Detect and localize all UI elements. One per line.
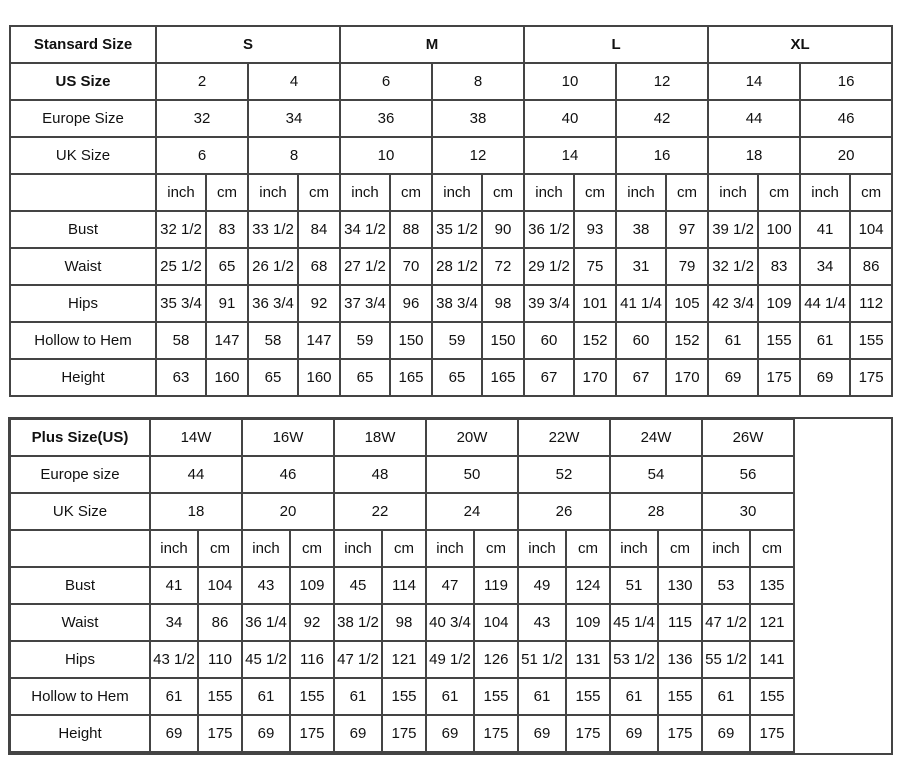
unit-header: cm bbox=[390, 174, 432, 211]
measurement-value: 93 bbox=[574, 211, 616, 248]
unit-header: cm bbox=[850, 174, 892, 211]
row-label: Europe size bbox=[10, 456, 150, 493]
measurement-value: 92 bbox=[298, 285, 340, 322]
measurement-value: 38 3/4 bbox=[432, 285, 482, 322]
measurement-value: 112 bbox=[850, 285, 892, 322]
row-label bbox=[10, 530, 150, 567]
measurement-value: 130 bbox=[658, 567, 702, 604]
table-row bbox=[10, 530, 893, 567]
measurement-value: 155 bbox=[198, 678, 242, 715]
measurement-value: 165 bbox=[390, 359, 432, 396]
header-label: Stansard Size bbox=[10, 26, 156, 63]
measurement-value: 70 bbox=[390, 248, 432, 285]
measurement-value: 61 bbox=[242, 678, 290, 715]
table-row bbox=[10, 285, 892, 322]
measurement-value: 165 bbox=[482, 359, 524, 396]
plus-size-header: 20W bbox=[426, 419, 518, 456]
measurement-value: 155 bbox=[382, 678, 426, 715]
measurement-value: 44 1/4 bbox=[800, 285, 850, 322]
size-value: 46 bbox=[800, 100, 892, 137]
measurement-value: 170 bbox=[666, 359, 708, 396]
size-value: 8 bbox=[248, 137, 340, 174]
unit-header: cm bbox=[290, 530, 334, 567]
measurement-value: 59 bbox=[432, 322, 482, 359]
measurement-value: 104 bbox=[474, 604, 518, 641]
measurement-value: 109 bbox=[758, 285, 800, 322]
plus-size-header: 24W bbox=[610, 419, 702, 456]
size-value: 44 bbox=[150, 456, 242, 493]
row-label: Height bbox=[10, 715, 150, 752]
measurement-value: 152 bbox=[574, 322, 616, 359]
unit-header: cm bbox=[474, 530, 518, 567]
size-value: 22 bbox=[334, 493, 426, 530]
unit-header: inch bbox=[340, 174, 390, 211]
unit-header: inch bbox=[524, 174, 574, 211]
table-row bbox=[10, 715, 893, 752]
size-value: 8 bbox=[432, 63, 524, 100]
measurement-value: 105 bbox=[666, 285, 708, 322]
table-row bbox=[10, 678, 893, 715]
measurement-value: 114 bbox=[382, 567, 426, 604]
table-row bbox=[10, 493, 893, 530]
measurement-value: 47 1/2 bbox=[334, 641, 382, 678]
size-value: 46 bbox=[242, 456, 334, 493]
measurement-value: 47 bbox=[426, 567, 474, 604]
measurement-value: 175 bbox=[566, 715, 610, 752]
unit-header: cm bbox=[566, 530, 610, 567]
row-label: Hollow to Hem bbox=[10, 322, 156, 359]
measurement-value: 55 1/2 bbox=[702, 641, 750, 678]
table-row bbox=[10, 211, 892, 248]
row-label: Hollow to Hem bbox=[10, 678, 150, 715]
measurement-value: 141 bbox=[750, 641, 794, 678]
measurement-value: 41 bbox=[150, 567, 198, 604]
size-value: 16 bbox=[616, 137, 708, 174]
measurement-value: 124 bbox=[566, 567, 610, 604]
measurement-value: 45 1/2 bbox=[242, 641, 290, 678]
measurement-value: 39 1/2 bbox=[708, 211, 758, 248]
table-row bbox=[10, 322, 892, 359]
measurement-value: 45 bbox=[334, 567, 382, 604]
measurement-value: 83 bbox=[758, 248, 800, 285]
size-value: 14 bbox=[708, 63, 800, 100]
measurement-value: 152 bbox=[666, 322, 708, 359]
measurement-value: 67 bbox=[524, 359, 574, 396]
measurement-value: 69 bbox=[150, 715, 198, 752]
measurement-value: 109 bbox=[566, 604, 610, 641]
measurement-value: 61 bbox=[610, 678, 658, 715]
table-row bbox=[10, 419, 893, 456]
size-value: 26 bbox=[518, 493, 610, 530]
plus-size-header: 18W bbox=[334, 419, 426, 456]
size-value: 10 bbox=[524, 63, 616, 100]
size-value: 6 bbox=[340, 63, 432, 100]
measurement-value: 51 bbox=[610, 567, 658, 604]
measurement-value: 131 bbox=[566, 641, 610, 678]
measurement-value: 36 1/4 bbox=[242, 604, 290, 641]
measurement-value: 83 bbox=[206, 211, 248, 248]
size-value: 48 bbox=[334, 456, 426, 493]
row-label: UK Size bbox=[10, 493, 150, 530]
measurement-value: 38 bbox=[616, 211, 666, 248]
measurement-value: 98 bbox=[382, 604, 426, 641]
measurement-value: 88 bbox=[390, 211, 432, 248]
measurement-value: 53 1/2 bbox=[610, 641, 658, 678]
row-label: Waist bbox=[10, 604, 150, 641]
measurement-value: 43 bbox=[518, 604, 566, 641]
size-value: 20 bbox=[242, 493, 334, 530]
standard-size-table bbox=[9, 25, 893, 397]
plus-size-header: 26W bbox=[702, 419, 794, 456]
size-value: 12 bbox=[616, 63, 708, 100]
measurement-value: 91 bbox=[206, 285, 248, 322]
unit-header: cm bbox=[198, 530, 242, 567]
size-value: 38 bbox=[432, 100, 524, 137]
measurement-value: 155 bbox=[290, 678, 334, 715]
row-label: Europe Size bbox=[10, 100, 156, 137]
unit-header: inch bbox=[708, 174, 758, 211]
measurement-value: 150 bbox=[390, 322, 432, 359]
measurement-value: 39 3/4 bbox=[524, 285, 574, 322]
measurement-value: 25 1/2 bbox=[156, 248, 206, 285]
measurement-value: 100 bbox=[758, 211, 800, 248]
measurement-value: 86 bbox=[198, 604, 242, 641]
size-value: 44 bbox=[708, 100, 800, 137]
plus-size-header: 22W bbox=[518, 419, 610, 456]
table-row bbox=[10, 137, 892, 174]
size-value: 12 bbox=[432, 137, 524, 174]
size-value: 40 bbox=[524, 100, 616, 137]
measurement-value: 26 1/2 bbox=[248, 248, 298, 285]
measurement-value: 32 1/2 bbox=[708, 248, 758, 285]
table-row bbox=[10, 641, 893, 678]
measurement-value: 65 bbox=[432, 359, 482, 396]
measurement-value: 96 bbox=[390, 285, 432, 322]
row-label: Hips bbox=[10, 285, 156, 322]
measurement-value: 45 1/4 bbox=[610, 604, 658, 641]
measurement-value: 135 bbox=[750, 567, 794, 604]
measurement-value: 61 bbox=[150, 678, 198, 715]
measurement-value: 37 3/4 bbox=[340, 285, 390, 322]
blank-cell bbox=[794, 715, 893, 752]
measurement-value: 69 bbox=[702, 715, 750, 752]
measurement-value: 155 bbox=[750, 678, 794, 715]
measurement-value: 104 bbox=[198, 567, 242, 604]
size-value: 34 bbox=[248, 100, 340, 137]
measurement-value: 43 1/2 bbox=[150, 641, 198, 678]
measurement-value: 90 bbox=[482, 211, 524, 248]
header-label: Plus Size(US) bbox=[10, 419, 150, 456]
blank-cell bbox=[794, 456, 893, 493]
table-row bbox=[10, 567, 893, 604]
measurement-value: 33 1/2 bbox=[248, 211, 298, 248]
measurement-value: 155 bbox=[850, 322, 892, 359]
table-row bbox=[10, 26, 892, 63]
plus-size-header: 16W bbox=[242, 419, 334, 456]
measurement-value: 109 bbox=[290, 567, 334, 604]
size-value: 50 bbox=[426, 456, 518, 493]
measurement-value: 43 bbox=[242, 567, 290, 604]
measurement-value: 49 bbox=[518, 567, 566, 604]
measurement-value: 147 bbox=[298, 322, 340, 359]
measurement-value: 175 bbox=[198, 715, 242, 752]
unit-header: inch bbox=[426, 530, 474, 567]
unit-header: inch bbox=[242, 530, 290, 567]
size-value: 54 bbox=[610, 456, 702, 493]
measurement-value: 28 1/2 bbox=[432, 248, 482, 285]
measurement-value: 155 bbox=[474, 678, 518, 715]
plus-size-header: 14W bbox=[150, 419, 242, 456]
size-value: 4 bbox=[248, 63, 340, 100]
plus-size-table bbox=[9, 418, 894, 753]
measurement-value: 36 3/4 bbox=[248, 285, 298, 322]
measurement-value: 104 bbox=[850, 211, 892, 248]
measurement-value: 69 bbox=[610, 715, 658, 752]
table-row bbox=[10, 604, 893, 641]
size-value: 16 bbox=[800, 63, 892, 100]
measurement-value: 121 bbox=[382, 641, 426, 678]
size-value: 36 bbox=[340, 100, 432, 137]
measurement-value: 58 bbox=[156, 322, 206, 359]
measurement-value: 65 bbox=[248, 359, 298, 396]
unit-header: cm bbox=[382, 530, 426, 567]
measurement-value: 65 bbox=[206, 248, 248, 285]
size-value: 28 bbox=[610, 493, 702, 530]
blank-cell bbox=[794, 641, 893, 678]
measurement-value: 150 bbox=[482, 322, 524, 359]
measurement-value: 69 bbox=[518, 715, 566, 752]
size-group-header: M bbox=[340, 26, 524, 63]
unit-header: inch bbox=[432, 174, 482, 211]
measurement-value: 69 bbox=[426, 715, 474, 752]
table-row bbox=[10, 63, 892, 100]
measurement-value: 69 bbox=[800, 359, 850, 396]
measurement-value: 49 1/2 bbox=[426, 641, 474, 678]
measurement-value: 41 bbox=[800, 211, 850, 248]
measurement-value: 175 bbox=[758, 359, 800, 396]
measurement-value: 86 bbox=[850, 248, 892, 285]
measurement-value: 53 bbox=[702, 567, 750, 604]
measurement-value: 97 bbox=[666, 211, 708, 248]
measurement-value: 175 bbox=[382, 715, 426, 752]
row-label: UK Size bbox=[10, 137, 156, 174]
row-label: Bust bbox=[10, 567, 150, 604]
row-label: Bust bbox=[10, 211, 156, 248]
row-label: Hips bbox=[10, 641, 150, 678]
measurement-value: 69 bbox=[708, 359, 758, 396]
size-group-header: XL bbox=[708, 26, 892, 63]
measurement-value: 67 bbox=[616, 359, 666, 396]
blank-cell bbox=[794, 604, 893, 641]
size-group-header: S bbox=[156, 26, 340, 63]
measurement-value: 34 bbox=[800, 248, 850, 285]
size-value: 56 bbox=[702, 456, 794, 493]
measurement-value: 175 bbox=[750, 715, 794, 752]
measurement-value: 63 bbox=[156, 359, 206, 396]
measurement-value: 65 bbox=[340, 359, 390, 396]
unit-header: inch bbox=[702, 530, 750, 567]
measurement-value: 119 bbox=[474, 567, 518, 604]
unit-header: inch bbox=[616, 174, 666, 211]
unit-header: cm bbox=[574, 174, 616, 211]
unit-header: cm bbox=[298, 174, 340, 211]
unit-header: inch bbox=[334, 530, 382, 567]
measurement-value: 75 bbox=[574, 248, 616, 285]
measurement-value: 42 3/4 bbox=[708, 285, 758, 322]
measurement-value: 121 bbox=[750, 604, 794, 641]
measurement-value: 175 bbox=[658, 715, 702, 752]
measurement-value: 98 bbox=[482, 285, 524, 322]
unit-header: cm bbox=[750, 530, 794, 567]
measurement-value: 61 bbox=[426, 678, 474, 715]
unit-header: cm bbox=[206, 174, 248, 211]
measurement-value: 155 bbox=[658, 678, 702, 715]
unit-header: inch bbox=[800, 174, 850, 211]
measurement-value: 110 bbox=[198, 641, 242, 678]
measurement-value: 38 1/2 bbox=[334, 604, 382, 641]
measurement-value: 41 1/4 bbox=[616, 285, 666, 322]
size-value: 18 bbox=[708, 137, 800, 174]
measurement-value: 35 3/4 bbox=[156, 285, 206, 322]
measurement-value: 155 bbox=[758, 322, 800, 359]
measurement-value: 101 bbox=[574, 285, 616, 322]
measurement-value: 175 bbox=[474, 715, 518, 752]
measurement-value: 170 bbox=[574, 359, 616, 396]
measurement-value: 69 bbox=[242, 715, 290, 752]
measurement-value: 126 bbox=[474, 641, 518, 678]
table-row bbox=[10, 248, 892, 285]
measurement-value: 115 bbox=[658, 604, 702, 641]
unit-header: cm bbox=[758, 174, 800, 211]
measurement-value: 61 bbox=[334, 678, 382, 715]
measurement-value: 27 1/2 bbox=[340, 248, 390, 285]
measurement-value: 29 1/2 bbox=[524, 248, 574, 285]
size-value: 18 bbox=[150, 493, 242, 530]
unit-header: inch bbox=[610, 530, 658, 567]
measurement-value: 84 bbox=[298, 211, 340, 248]
measurement-value: 72 bbox=[482, 248, 524, 285]
size-value: 24 bbox=[426, 493, 518, 530]
table-row bbox=[10, 100, 892, 137]
measurement-value: 32 1/2 bbox=[156, 211, 206, 248]
measurement-value: 147 bbox=[206, 322, 248, 359]
table-row bbox=[10, 359, 892, 396]
measurement-value: 61 bbox=[800, 322, 850, 359]
measurement-value: 160 bbox=[298, 359, 340, 396]
measurement-value: 136 bbox=[658, 641, 702, 678]
row-label bbox=[10, 174, 156, 211]
measurement-value: 34 1/2 bbox=[340, 211, 390, 248]
measurement-value: 92 bbox=[290, 604, 334, 641]
size-value: 42 bbox=[616, 100, 708, 137]
measurement-value: 155 bbox=[566, 678, 610, 715]
measurement-value: 59 bbox=[340, 322, 390, 359]
blank-cell bbox=[794, 567, 893, 604]
size-value: 20 bbox=[800, 137, 892, 174]
size-value: 2 bbox=[156, 63, 248, 100]
blank-cell bbox=[794, 530, 893, 567]
measurement-value: 175 bbox=[850, 359, 892, 396]
measurement-value: 31 bbox=[616, 248, 666, 285]
measurement-value: 47 1/2 bbox=[702, 604, 750, 641]
measurement-value: 175 bbox=[290, 715, 334, 752]
measurement-value: 68 bbox=[298, 248, 340, 285]
size-value: 10 bbox=[340, 137, 432, 174]
measurement-value: 51 1/2 bbox=[518, 641, 566, 678]
measurement-value: 36 1/2 bbox=[524, 211, 574, 248]
unit-header: inch bbox=[248, 174, 298, 211]
measurement-value: 34 bbox=[150, 604, 198, 641]
measurement-value: 61 bbox=[702, 678, 750, 715]
measurement-value: 60 bbox=[524, 322, 574, 359]
unit-header: inch bbox=[150, 530, 198, 567]
unit-header: inch bbox=[518, 530, 566, 567]
measurement-value: 61 bbox=[708, 322, 758, 359]
measurement-value: 160 bbox=[206, 359, 248, 396]
measurement-value: 116 bbox=[290, 641, 334, 678]
size-value: 32 bbox=[156, 100, 248, 137]
table-row bbox=[10, 174, 892, 211]
blank-cell bbox=[794, 493, 893, 530]
size-value: 6 bbox=[156, 137, 248, 174]
unit-header: cm bbox=[666, 174, 708, 211]
size-value: 14 bbox=[524, 137, 616, 174]
row-label: Height bbox=[10, 359, 156, 396]
measurement-value: 60 bbox=[616, 322, 666, 359]
unit-header: inch bbox=[156, 174, 206, 211]
unit-header: cm bbox=[482, 174, 524, 211]
measurement-value: 35 1/2 bbox=[432, 211, 482, 248]
size-group-header: L bbox=[524, 26, 708, 63]
measurement-value: 40 3/4 bbox=[426, 604, 474, 641]
unit-header: cm bbox=[658, 530, 702, 567]
blank-cell bbox=[794, 419, 893, 456]
row-label: US Size bbox=[10, 63, 156, 100]
measurement-value: 61 bbox=[518, 678, 566, 715]
measurement-value: 69 bbox=[334, 715, 382, 752]
measurement-value: 58 bbox=[248, 322, 298, 359]
blank-cell bbox=[794, 678, 893, 715]
size-value: 52 bbox=[518, 456, 610, 493]
size-value: 30 bbox=[702, 493, 794, 530]
table-row bbox=[10, 456, 893, 493]
measurement-value: 79 bbox=[666, 248, 708, 285]
row-label: Waist bbox=[10, 248, 156, 285]
